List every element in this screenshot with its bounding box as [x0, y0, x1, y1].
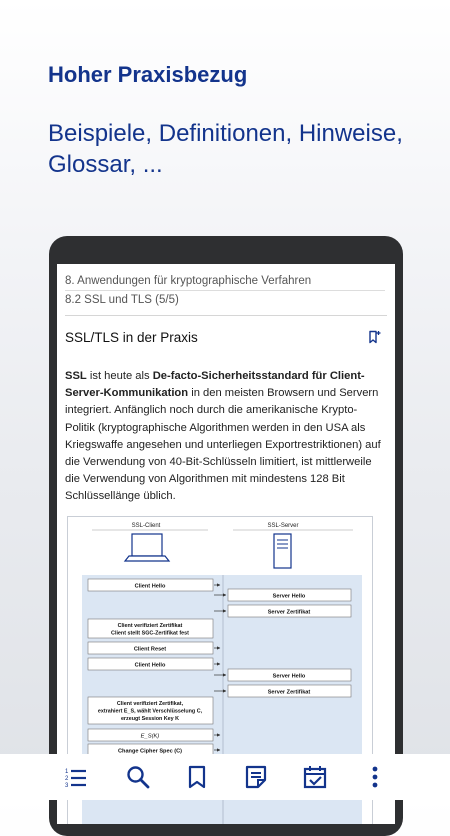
msg-server-hello-2: Server Hello [272, 673, 306, 680]
msg-server-hello: Server Hello [272, 593, 306, 600]
msg-client-verify-1: Client verifiziert Zertifikat [117, 623, 183, 629]
section-header [57, 316, 395, 354]
hero-headline: Hoher Praxisbezug [48, 62, 248, 87]
body-text-1: ist heute als [86, 370, 153, 382]
body-text-2: in den meisten Browsern und Servern integriert. Anfänglich noch durch die amerikanische Krypto-Politik (kryptographische Algorithmen werden in den USA als Kriegswaffe angesehen und unterliegen Exportrestriktionen) auf die Verwendung von 40-Bit-Schlüsseln limitiert, ist mittlerweile die Verwendung von Algorithmen mit mindestens 128 Bit Schlüssellänge üblich. [65, 387, 381, 503]
search-icon[interactable] [125, 764, 151, 790]
msg-verify-extract-3: erzeugt Session Key K [120, 716, 180, 722]
bookmark-add-icon[interactable] [367, 330, 381, 344]
msg-verify-extract-2: extrahiert E_S, wählt Verschlüsselung C, [97, 708, 203, 715]
bookmark-icon[interactable] [184, 764, 210, 790]
msg-server-cert: Server Zertifikat [267, 609, 311, 616]
msg-server-cert-2: Server Zertifikat [267, 689, 311, 696]
msg-es-k: E_S(K) [140, 733, 160, 740]
svg-text:3: 3 [65, 783, 69, 789]
checklist-icon[interactable] [302, 764, 328, 790]
breadcrumb-section[interactable]: 8.2 SSL und TLS (5/5) [65, 294, 179, 306]
msg-verify-extract-1: Client verifiziert Zertifikat, [116, 701, 184, 707]
phone-frame [49, 236, 403, 836]
svg-text:2: 2 [65, 776, 69, 782]
msg-client-reset: Client Reset [133, 646, 167, 653]
body-term-ssl: SSL [65, 370, 87, 382]
laptop-icon [125, 534, 169, 561]
msg-client-hello-2: Client Hello [134, 662, 166, 669]
section-title: SSL/TLS in der Praxis [65, 330, 198, 345]
hero-subline: Beispiele, Definitionen, Hinweise, Glossar, ... [48, 120, 403, 178]
server-header: SSL-Server [267, 523, 299, 529]
reader-screen [57, 264, 395, 824]
client-header: SSL-Client [131, 523, 161, 529]
server-icon [274, 534, 291, 568]
more-icon[interactable] [362, 764, 388, 790]
bottom-toolbar [0, 754, 450, 800]
section-body [65, 368, 381, 506]
msg-cipher-spec: Change Cipher Spec (C) [117, 748, 183, 755]
body-term-standard: De-facto-Sicherheitsstandard für Client-Server-Kommunikation [65, 370, 365, 400]
msg-client-verify-2: Client stellt SGC-Zertifikat fest [111, 630, 189, 637]
svg-text:1: 1 [65, 769, 69, 775]
msg-client-hello: Client Hello [134, 583, 166, 590]
toc-icon[interactable] [62, 764, 88, 790]
notes-icon[interactable] [243, 764, 269, 790]
breadcrumb-chapter[interactable]: 8. Anwendungen für kryptographische Verfahren [65, 275, 312, 287]
